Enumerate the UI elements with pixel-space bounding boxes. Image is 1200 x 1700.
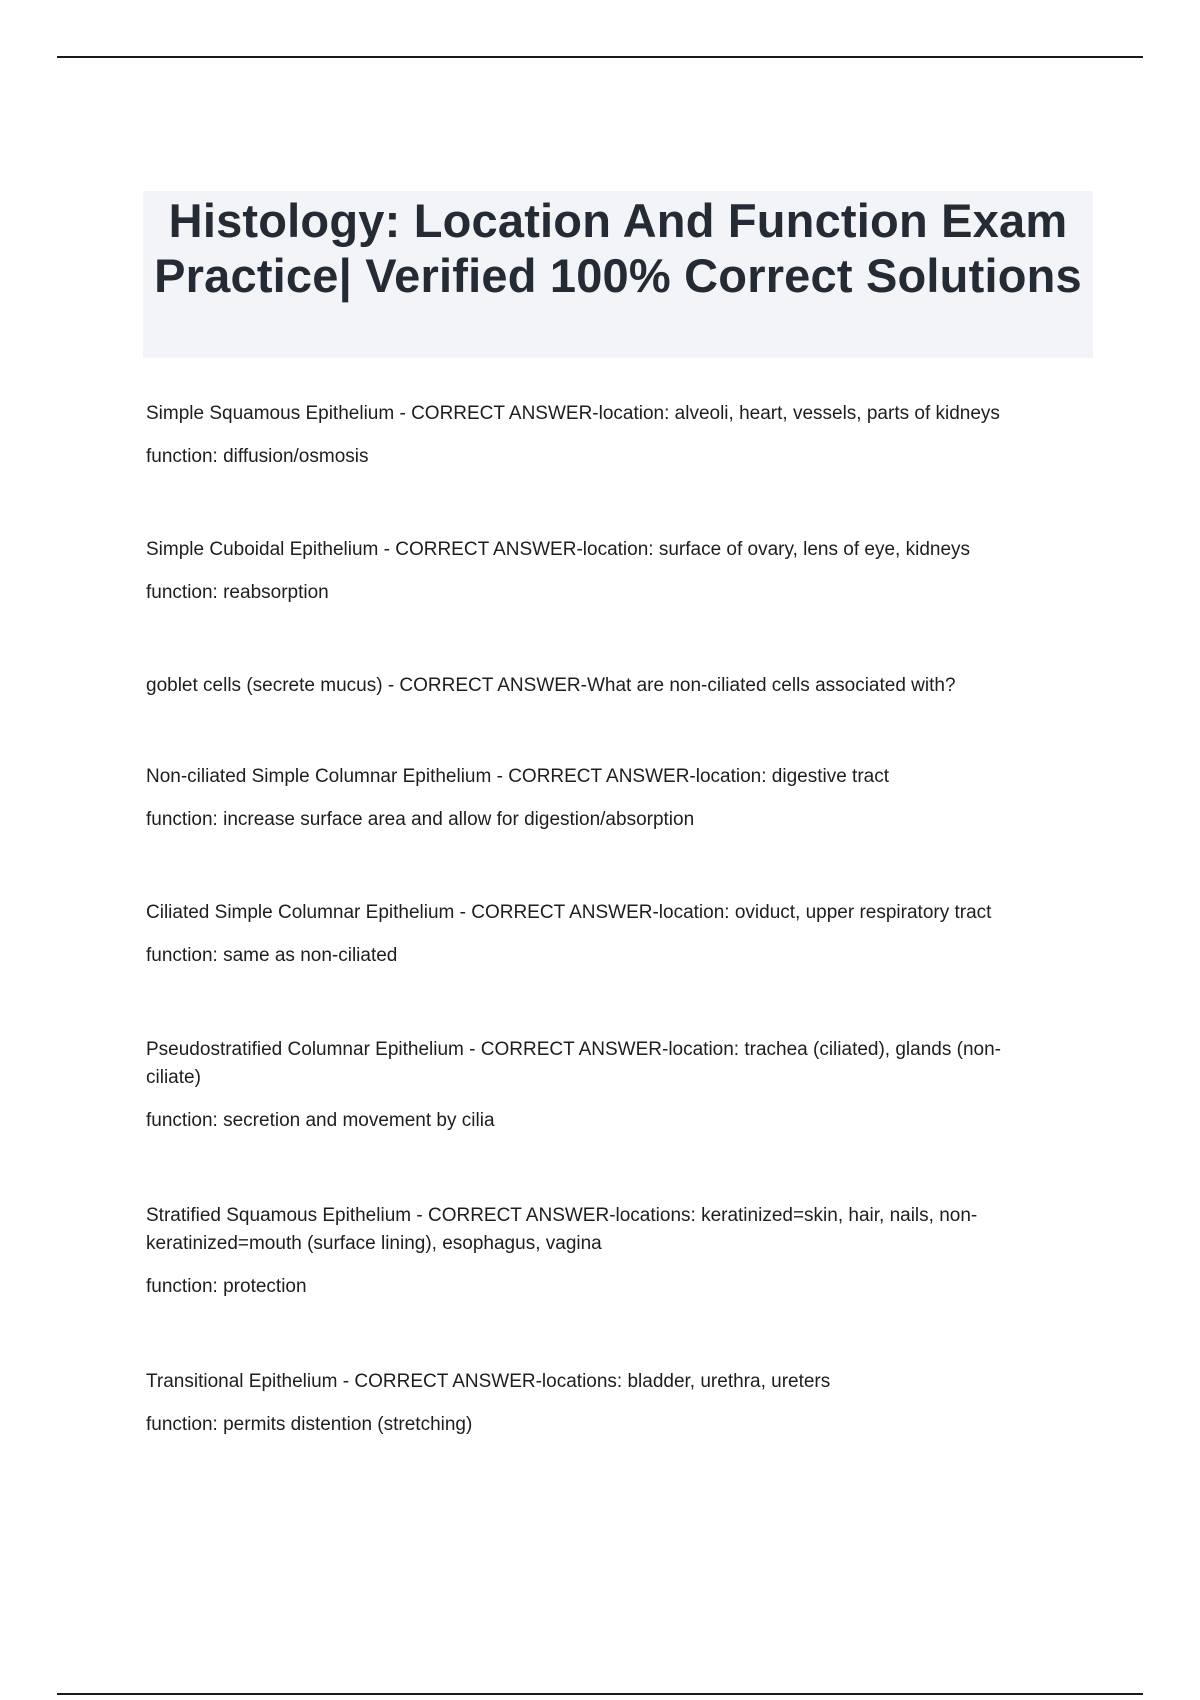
qa-term: Stratified Squamous Epithelium - CORRECT ANSWER-locations: keratinized=skin, hair, nails, non-keratinized=mouth (surface lining), esophagus, vagina [146,1205,978,1254]
qa-function: function: protection [146,1276,307,1297]
qa-term: Ciliated Simple Columnar Epithelium - CORRECT ANSWER-location: oviduct, upper respiratory tract [146,902,992,923]
qa-term: Pseudostratified Columnar Epithelium - CORRECT ANSWER-location: trachea (ciliated), glands (non-ciliate) [146,1039,1001,1088]
qa-function: function: reabsorption [146,582,329,603]
qa-function: function: increase surface area and allow for digestion/absorption [146,809,695,830]
qa-function: function: same as non-ciliated [146,945,398,966]
qa-term: Simple Cuboidal Epithelium - CORRECT ANSWER-location: surface of ovary, lens of eye, kidneys [146,539,971,560]
qa-term: goblet cells (secrete mucus) - CORRECT ANSWER-What are non-ciliated cells associated with? [146,675,956,696]
qa-function: function: secretion and movement by cilia [146,1110,495,1131]
qa-function: function: diffusion/osmosis [146,446,369,467]
qa-item-simple-squamous [146,400,1046,471]
document-title: Histology: Location And Function Exam Practice| Verified 100% Correct Solutions [154,194,1082,302]
qa-item-simple-cuboidal [146,536,1046,607]
qa-item-pseudostratified [146,1036,1046,1135]
qa-item-non-ciliated-columnar [146,763,1046,834]
qa-item-ciliated-columnar [146,899,1046,970]
header-rule [57,56,1143,58]
qa-item-transitional [146,1368,1046,1439]
qa-function: function: permits distention (stretching) [146,1414,473,1435]
qa-term: Transitional Epithelium - CORRECT ANSWER-locations: bladder, urethra, ureters [146,1371,831,1392]
title-banner [143,191,1093,358]
qa-term: Simple Squamous Epithelium - CORRECT ANSWER-location: alveoli, heart, vessels, parts of kidneys [146,403,1000,424]
qa-item-stratified-squamous [146,1202,1046,1301]
qa-term: Non-ciliated Simple Columnar Epithelium - CORRECT ANSWER-location: digestive tract [146,766,890,787]
qa-item-goblet-cells [146,672,1046,700]
footer-rule [57,1693,1143,1695]
